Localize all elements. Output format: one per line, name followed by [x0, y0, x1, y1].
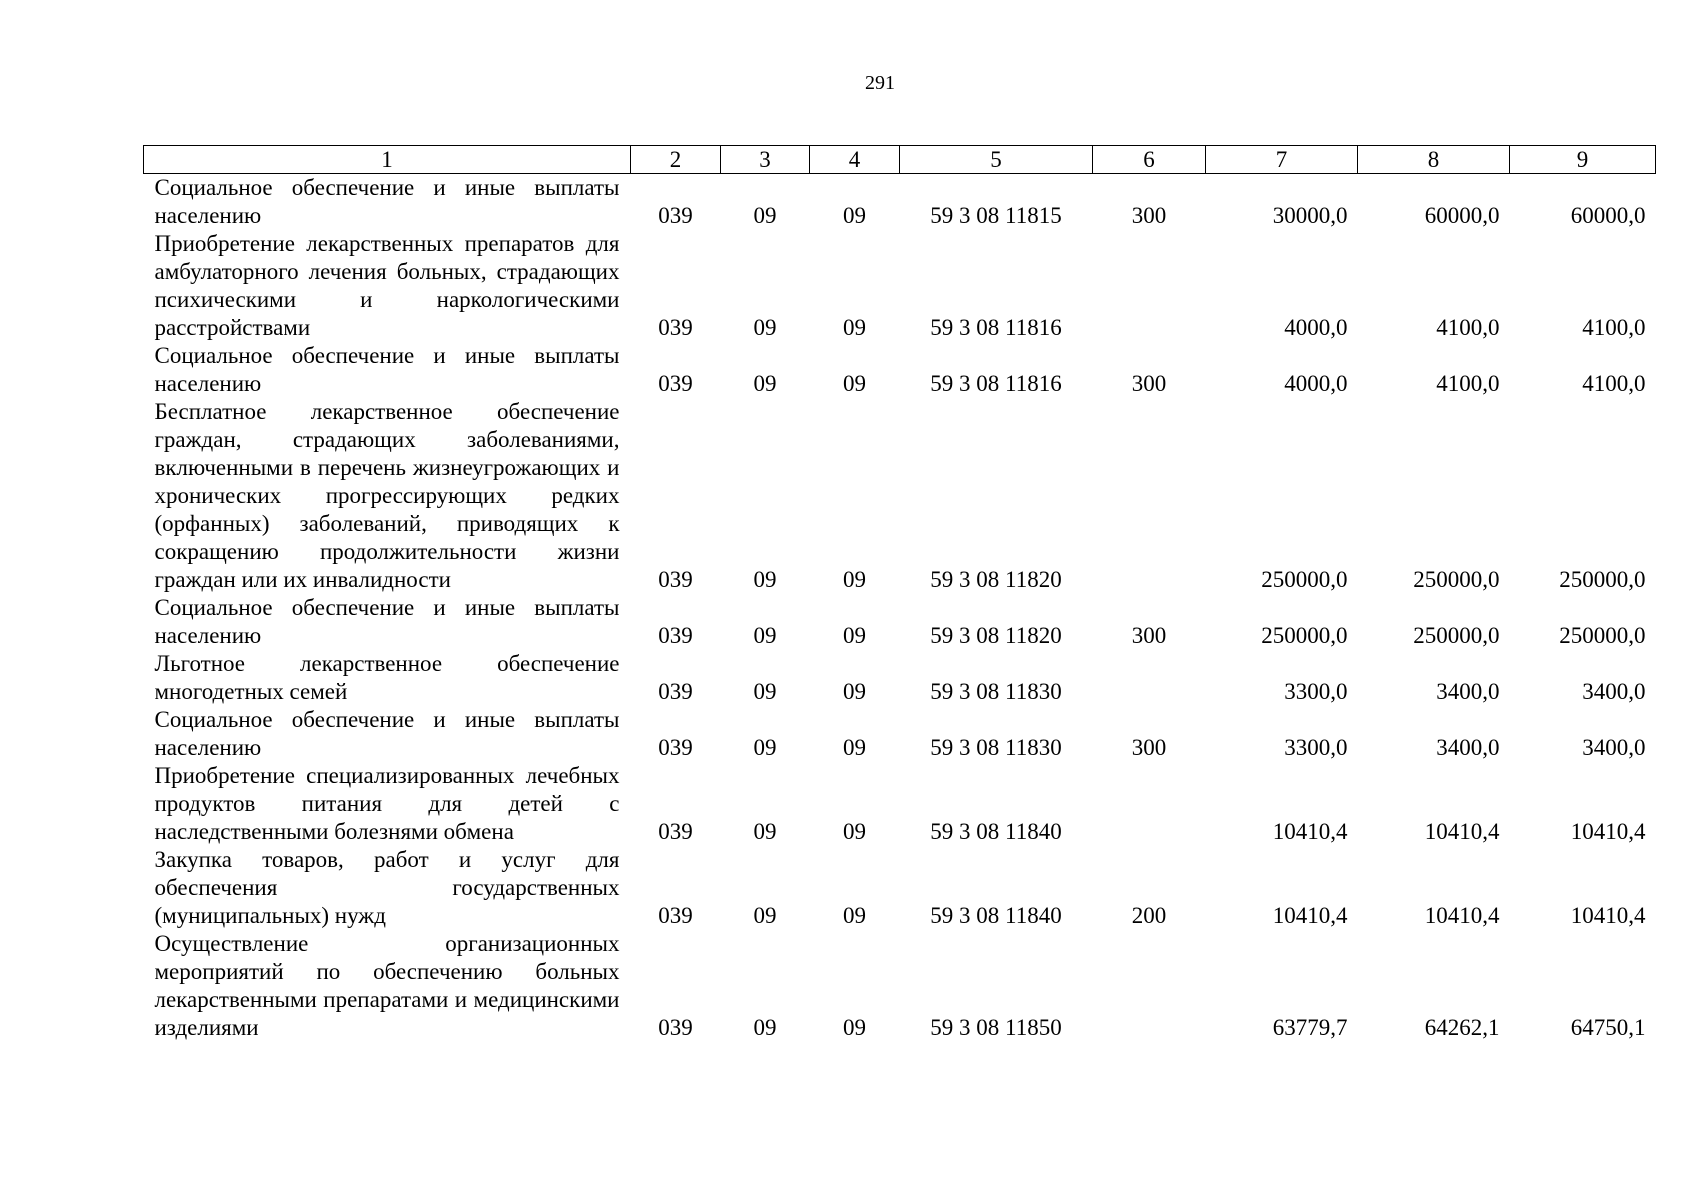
amount-col-8: 250000,0 [1413, 623, 1500, 648]
row-description: Бесплатное лекарственное обеспечение граждан, страдающих заболеваниями, включенными в перечень жизнеугрожающих и хронических прогрессирующих редких (орфанных) заболеваний, приводящих к сокращению продолжительности жизни граждан или их инвалидности [154, 399, 620, 592]
amount-col-7: 4000,0 [1284, 315, 1348, 340]
amount-col-7: 63779,7 [1272, 1015, 1348, 1040]
table-row [144, 930, 1656, 1042]
table-row [144, 594, 1656, 650]
amount-col-7: 3300,0 [1284, 679, 1348, 704]
expense-type-code [1093, 762, 1206, 846]
amount-col-7: 10410,4 [1272, 903, 1348, 928]
table-row [144, 706, 1656, 762]
ministry-code: 039 [658, 371, 693, 396]
column-header: 5 [900, 146, 1093, 174]
expense-type-code: 300 [1131, 623, 1167, 648]
amount-col-8: 3400,0 [1436, 735, 1500, 760]
row-description: Приобретение лекарственных препаратов для амбулаторного лечения больных, страдающих психическими и наркологическими расстройствами [154, 231, 620, 340]
amount-col-8: 4100,0 [1436, 371, 1500, 396]
ministry-code: 039 [658, 1015, 693, 1040]
amount-col-7: 30000,0 [1272, 203, 1348, 228]
expense-type-code: 300 [1131, 735, 1167, 760]
amount-col-9: 60000,0 [1570, 203, 1646, 228]
table-row [144, 230, 1656, 342]
target-article-code: 59 3 08 11815 [930, 203, 1062, 228]
target-article-code: 59 3 08 11850 [930, 1015, 1062, 1040]
amount-col-9: 250000,0 [1559, 623, 1646, 648]
row-description: Социальное обеспечение и иные выплаты населению [154, 343, 620, 396]
amount-col-7: 4000,0 [1284, 371, 1348, 396]
section-code: 09 [753, 623, 777, 648]
section-code: 09 [753, 735, 777, 760]
expense-type-code: 300 [1131, 203, 1167, 228]
amount-col-9: 4100,0 [1582, 315, 1646, 340]
section-code: 09 [753, 1015, 777, 1040]
target-article-code: 59 3 08 11840 [930, 819, 1062, 844]
amount-col-7: 3300,0 [1284, 735, 1348, 760]
expense-type-code: 200 [1131, 903, 1167, 928]
section-code: 09 [753, 203, 777, 228]
row-description: Осуществление организационных мероприятий по обеспечению больных лекарственными препаратами и медицинскими изделиями [154, 931, 620, 1040]
row-description: Социальное обеспечение и иные выплаты населению [154, 707, 620, 760]
column-header: 3 [721, 146, 810, 174]
column-header: 8 [1358, 146, 1510, 174]
column-header: 7 [1206, 146, 1358, 174]
row-description: Льготное лекарственное обеспечение многодетных семей [154, 651, 620, 704]
target-article-code: 59 3 08 11840 [930, 903, 1062, 928]
amount-col-9: 3400,0 [1582, 679, 1646, 704]
target-article-code: 59 3 08 11820 [930, 623, 1062, 648]
column-header: 9 [1510, 146, 1656, 174]
amount-col-9: 10410,4 [1570, 819, 1646, 844]
amount-col-7: 250000,0 [1261, 623, 1348, 648]
table-row [144, 846, 1656, 930]
column-header: 1 [144, 146, 631, 174]
ministry-code: 039 [658, 735, 693, 760]
ministry-code: 039 [658, 679, 693, 704]
column-header: 6 [1093, 146, 1206, 174]
section-code: 09 [753, 679, 777, 704]
amount-col-9: 250000,0 [1559, 567, 1646, 592]
ministry-code: 039 [658, 567, 693, 592]
amount-col-8: 4100,0 [1436, 315, 1500, 340]
table-row [144, 650, 1656, 706]
section-code: 09 [753, 315, 777, 340]
amount-col-7: 250000,0 [1261, 567, 1348, 592]
subsection-code: 09 [843, 567, 866, 592]
ministry-code: 039 [658, 903, 693, 928]
amount-col-9: 3400,0 [1582, 735, 1646, 760]
table-row [144, 762, 1656, 846]
budget-table [143, 145, 1656, 1042]
ministry-code: 039 [658, 623, 693, 648]
row-description: Закупка товаров, работ и услуг для обеспечения государственных (муниципальных) нужд [154, 847, 620, 928]
subsection-code: 09 [843, 1015, 866, 1040]
amount-col-8: 3400,0 [1436, 679, 1500, 704]
table-header-row [144, 146, 1656, 174]
subsection-code: 09 [843, 203, 866, 228]
amount-col-8: 10410,4 [1424, 903, 1500, 928]
subsection-code: 09 [843, 623, 866, 648]
target-article-code: 59 3 08 11816 [930, 315, 1062, 340]
subsection-code: 09 [843, 371, 866, 396]
section-code: 09 [753, 567, 777, 592]
amount-col-9: 10410,4 [1570, 903, 1646, 928]
amount-col-9: 4100,0 [1582, 371, 1646, 396]
expense-type-code [1093, 230, 1206, 342]
subsection-code: 09 [843, 903, 866, 928]
row-description: Социальное обеспечение и иные выплаты населению [154, 175, 620, 228]
amount-col-7: 10410,4 [1272, 819, 1348, 844]
section-code: 09 [753, 371, 777, 396]
expense-type-code [1093, 398, 1206, 594]
table-row [144, 174, 1656, 231]
subsection-code: 09 [843, 679, 866, 704]
table-row [144, 342, 1656, 398]
row-description: Социальное обеспечение и иные выплаты населению [154, 595, 620, 648]
section-code: 09 [753, 903, 777, 928]
column-header: 2 [631, 146, 721, 174]
expense-type-code: 300 [1131, 371, 1167, 396]
expense-type-code [1093, 930, 1206, 1042]
row-description: Приобретение специализированных лечебных продуктов питания для детей с наследственными болезнями обмена [154, 763, 620, 844]
column-header: 4 [810, 146, 900, 174]
amount-col-9: 64750,1 [1570, 1015, 1646, 1040]
ministry-code: 039 [658, 315, 693, 340]
target-article-code: 59 3 08 11820 [930, 567, 1062, 592]
page-number: 291 [865, 72, 895, 94]
section-code: 09 [753, 819, 777, 844]
ministry-code: 039 [658, 203, 693, 228]
amount-col-8: 60000,0 [1424, 203, 1500, 228]
amount-col-8: 64262,1 [1424, 1015, 1500, 1040]
subsection-code: 09 [843, 819, 866, 844]
table-row [144, 398, 1656, 594]
target-article-code: 59 3 08 11816 [930, 371, 1062, 396]
target-article-code: 59 3 08 11830 [930, 679, 1062, 704]
amount-col-8: 10410,4 [1424, 819, 1500, 844]
amount-col-8: 250000,0 [1413, 567, 1500, 592]
target-article-code: 59 3 08 11830 [930, 735, 1062, 760]
ministry-code: 039 [658, 819, 693, 844]
expense-type-code [1093, 650, 1206, 706]
subsection-code: 09 [843, 735, 866, 760]
subsection-code: 09 [843, 315, 866, 340]
